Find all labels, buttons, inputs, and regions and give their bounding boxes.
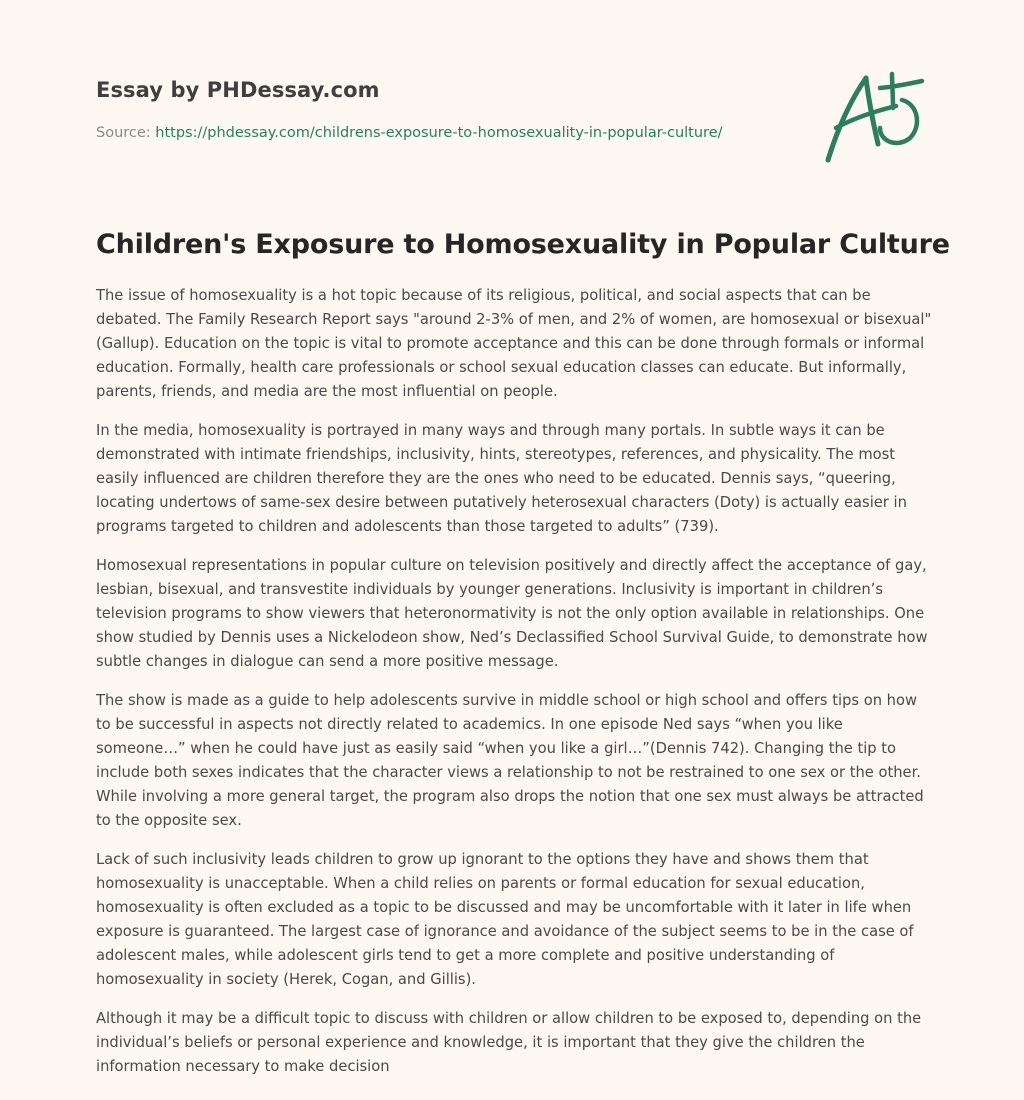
source-label: Source: (96, 125, 156, 141)
a-plus-logo-icon (822, 68, 926, 164)
paragraph: Lack of such inclusivity leads children to grow up ignorant to the options they have and shows them that homosexuality is unacceptable. When a child relies on parents or formal education for sexual education, homosexuality is often excluded as a topic to be discussed and may be uncomfortable with it later in life when exposure is guaranteed. The largest case of ignorance and avoidance of the subject seems to be in the case of adolescent males, while adolescent girls tend to get a more complete and positive understanding of homosexuality in society (Herek, Cogan, and Gillis). (96, 851, 914, 988)
source-link[interactable]: https://phdessay.com/childrens-exposure-to-homosexuality-in-popular-culture/ (155, 125, 723, 141)
paragraph: Although it may be a difficult topic to discuss with children or allow children to be exposed to, depending on the individual’s beliefs or personal experience and knowledge, it is important that they give the children the information necessary to make decision (96, 1010, 922, 1075)
paragraph: The issue of homosexuality is a hot topic because of its religious, political, and social aspects that can be debated. The Family Research Report says "around 2-3% of men, and 2% of women, are homosexual or bisexual" (Gallup). Education on the topic is vital to promote acceptance and this can be done through formals or informal education. Formally, health care professionals or school sexual education classes can educate. But informally, parents, friends, and media are the most influential on people. (96, 287, 932, 400)
page-header (96, 76, 796, 143)
paragraph: In the media, homosexuality is portrayed in many ways and through many portals. In subtle ways it can be demonstrated with intimate friendships, inclusivity, hints, stereotypes, references, and physicality. The most easily influenced are children therefore they are the ones who need to be educated. Dennis says, “queering, locating undertows of same-sex desire between putatively heterosexual characters (Doty) is actually easier in programs targeted to children and adolescents than those targeted to adults” (739). (96, 422, 907, 535)
page-title: Children's Exposure to Homosexuality in Popular Culture (96, 229, 950, 260)
paragraph: Homosexual representations in popular culture on television positively and directly affect the acceptance of gay, lesbian, bisexual, and transvestite individuals by younger generations. Inclusivity is important in children’s television programs to show viewers that heteronormativity is not the only option available in relationships. One show studied by Dennis uses a Nickelodeon show, Ned’s Declassified School Survival Guide, to demonstrate how subtle changes in dialogue can send a more positive message. (96, 557, 928, 670)
source-line (96, 123, 796, 143)
site-brand: Essay by PHDessay.com (96, 78, 380, 102)
paragraph: The show is made as a guide to help adolescents survive in middle school or high school and offers tips on how to be successful in aspects not directly related to academics. In one episode Ned says “when you like someone…” when he could have just as easily said “when you like a girl…”(Dennis 742). Changing the tip to include both sexes indicates that the character views a relationship to not be restrained to one sex or the other. While involving a more general target, the program also drops the notion that one sex must always be attracted to the opposite sex. (96, 692, 924, 829)
essay-body (96, 284, 936, 1094)
